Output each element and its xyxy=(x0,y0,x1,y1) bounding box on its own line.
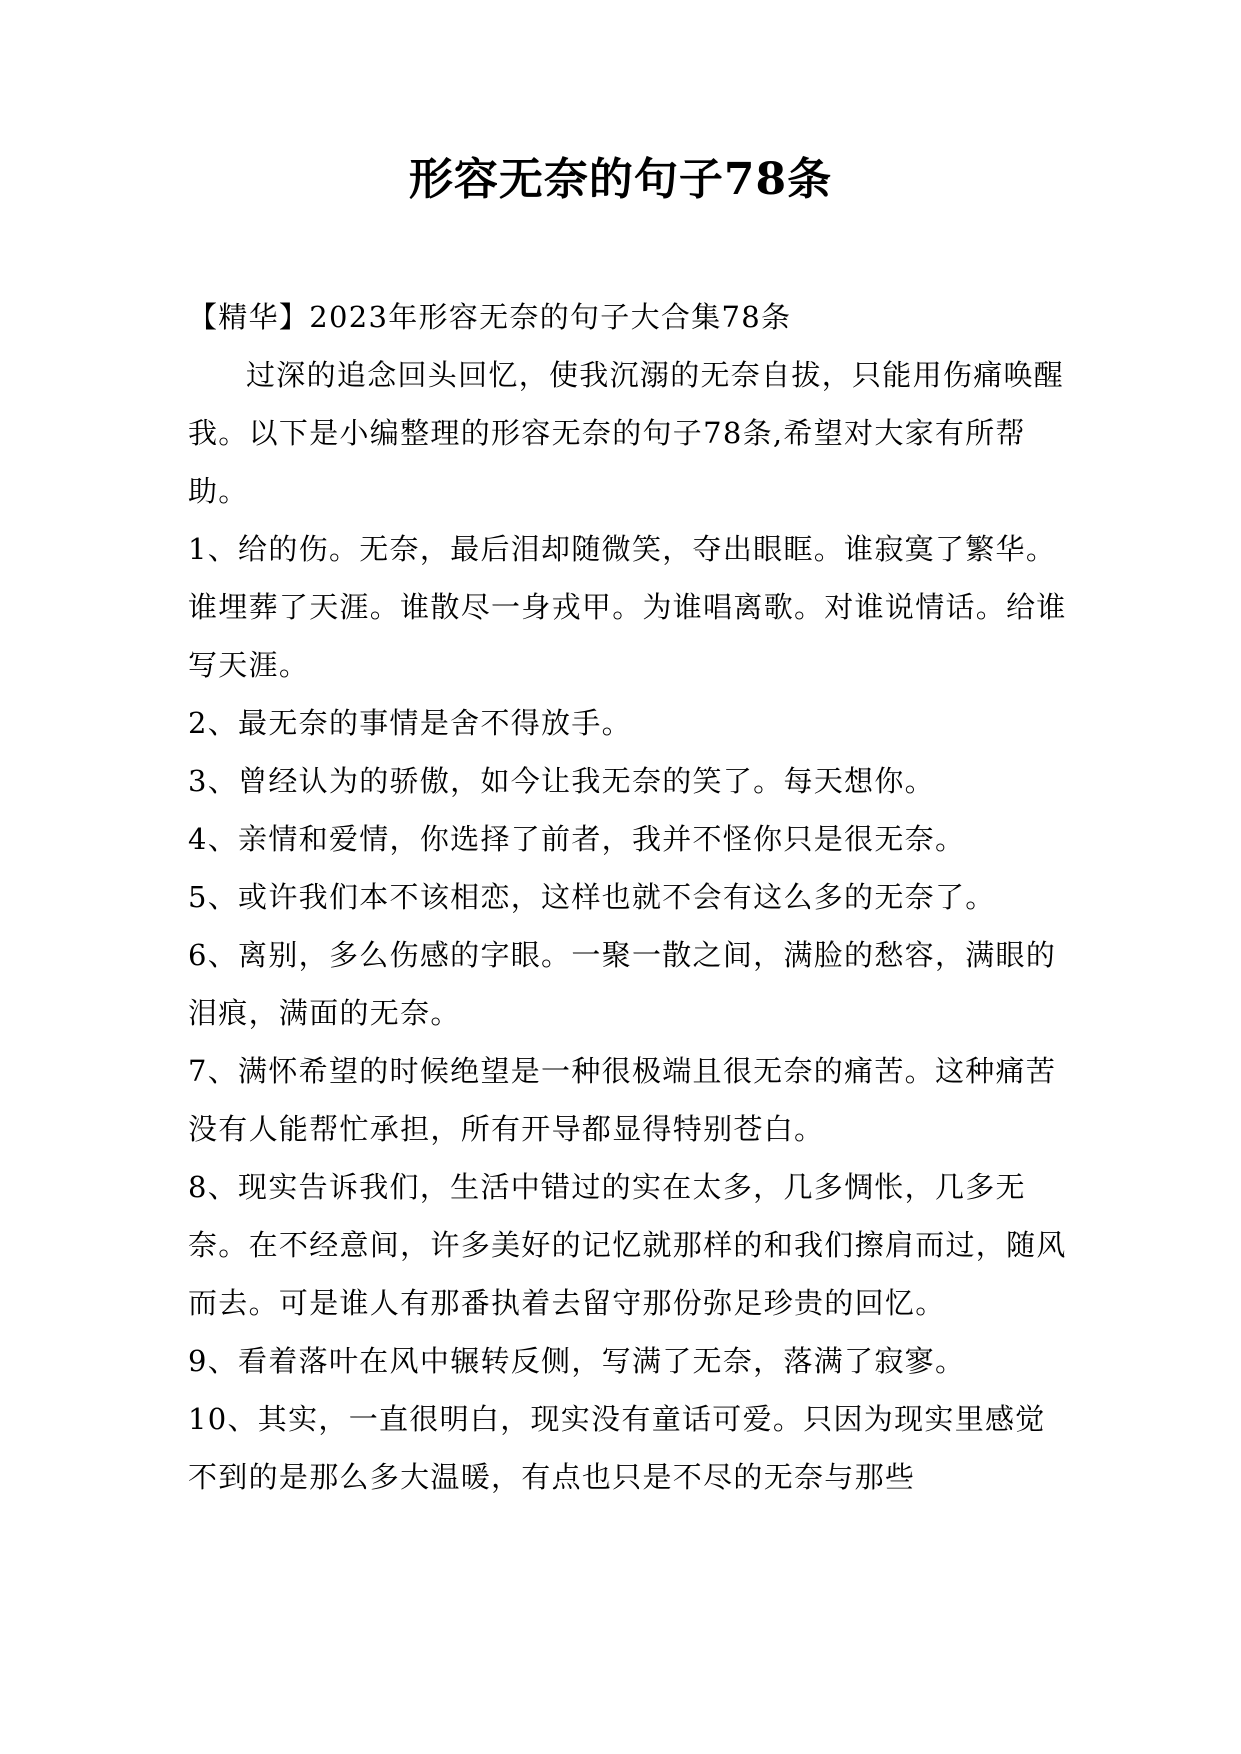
document-body xyxy=(188,288,1068,1506)
document-paragraph: 10、其实，一直很明白，现实没有童话可爱。只因为现实里感觉不到的是那么多大温暖，有点也只是不尽的无奈与那些 xyxy=(188,1402,1046,1494)
document-paragraph: 【精华】2023年形容无奈的句子大合集78条 xyxy=(188,300,792,334)
document-paragraph: 5、或许我们本不该相恋，这样也就不会有这么多的无奈了。 xyxy=(188,880,996,914)
document-paragraph: 3、曾经认为的骄傲，如今让我无奈的笑了。每天想你。 xyxy=(188,764,935,798)
document-paragraph: 6、离别，多么伤感的字眼。一聚一散之间，满脸的愁容，满眼的泪痕，满面的无奈。 xyxy=(188,938,1057,1030)
document-paragraph: 2、最无奈的事情是舍不得放手。 xyxy=(188,706,632,740)
document-paragraph: 8、现实告诉我们，生活中错过的实在太多，几多惆怅，几多无奈。在不经意间，许多美好的记忆就那样的和我们擦肩而过，随风而去。可是谁人有那番执着去留守那份弥足珍贵的回忆。 xyxy=(188,1170,1067,1320)
document-paragraph: 4、亲情和爱情，你选择了前者，我并不怪你只是很无奈。 xyxy=(188,822,966,856)
document-paragraph: 7、满怀希望的时候绝望是一种很极端且很无奈的痛苦。这种痛苦没有人能帮忙承担，所有开导都显得特别苍白。 xyxy=(188,1054,1057,1146)
document-paragraph: 过深的追念回头回忆，使我沉溺的无奈自拔，只能用伤痛唤醒我。以下是小编整理的形容无奈的句子78条,希望对大家有所帮助。 xyxy=(188,358,1065,508)
document-title: 形容无奈的句子78条 xyxy=(408,154,833,205)
document-paragraph: 9、看着落叶在风中辗转反侧，写满了无奈，落满了寂寥。 xyxy=(188,1344,966,1378)
document-paragraph: 1、给的伤。无奈，最后泪却随微笑，夺出眼眶。谁寂寞了繁华。谁埋葬了天涯。谁散尽一身戎甲。为谁唱离歌。对谁说情话。给谁写天涯。 xyxy=(188,532,1067,682)
